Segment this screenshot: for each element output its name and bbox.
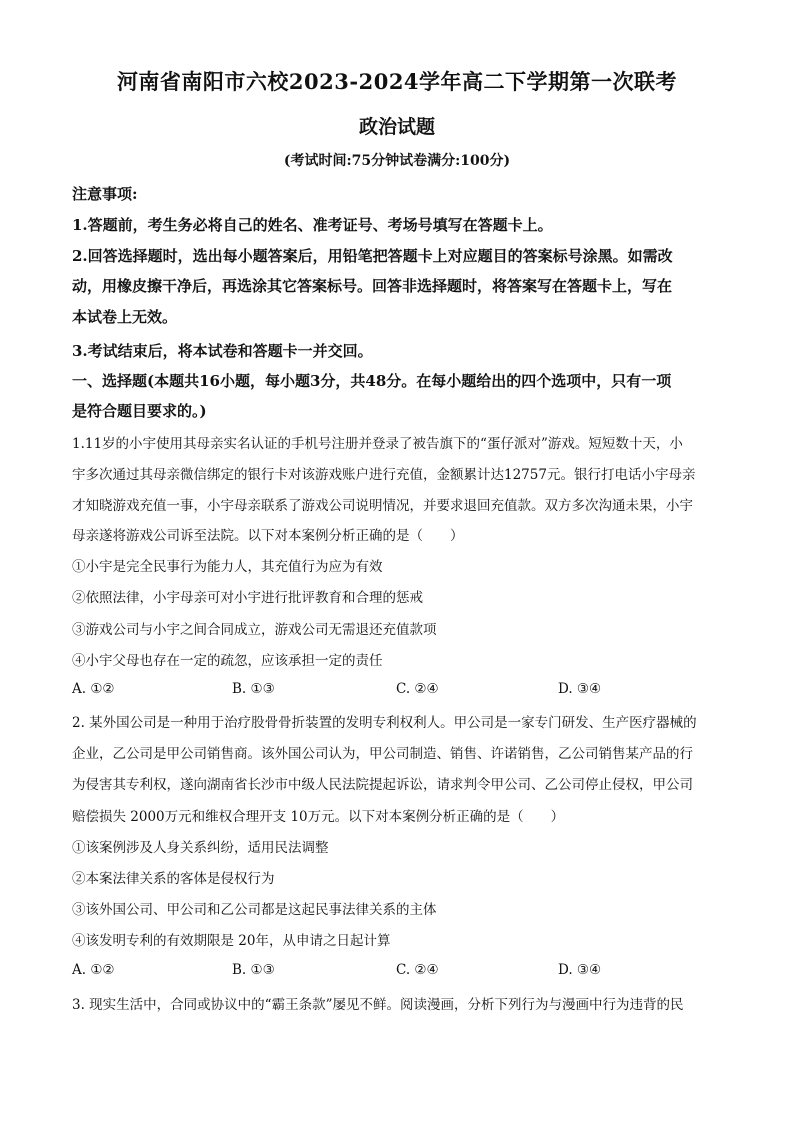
- option-c: C. ②④: [396, 681, 439, 697]
- option-d: D. ③④: [558, 681, 602, 697]
- note-line: 2.回答选择题时，选出每小题答案后，用铅笔把答题卡上对应题目的答案标号涂黑。如需改: [72, 247, 673, 265]
- option-b: B. ①③: [232, 681, 275, 697]
- note-line: 动，用橡皮擦干净后，再选涂其它答案标号。回答非选择题时，将答案写在答题卡上，写在: [72, 277, 673, 295]
- exam-title: 河南省南阳市六校2023-2024学年高二下学期第一次联考: [116, 69, 678, 94]
- section-heading: 是符合题目要求的。): [72, 402, 207, 420]
- question-stem-line: 赔偿损失 2000万元和维权合理开支 10万元。以下对本案例分析正确的是（ ）: [72, 809, 565, 825]
- question-statement: ③该外国公司、甲公司和乙公司都是这起民事法律关系的主体: [72, 902, 437, 918]
- option-a: A. ①②: [72, 962, 115, 978]
- option-a: A. ①②: [72, 681, 115, 697]
- exam-subject: 政治试题: [358, 116, 435, 138]
- question-stem-line: 2. 某外国公司是一种用于治疗股骨骨折装置的发明专利权利人。甲公司是一家专门研发、生产医疗器械的: [72, 715, 697, 731]
- question-stem-line: 母亲遂将游戏公司诉至法院。以下对本案例分析正确的是（ ）: [72, 528, 464, 544]
- option-d: D. ③④: [558, 962, 602, 978]
- question-stem-line: 为侵害其专利权，遂向湖南省长沙市中级人民法院提起诉讼，请求判令甲公司、乙公司停止侵权，甲公司: [72, 777, 693, 793]
- option-c: C. ②④: [396, 962, 439, 978]
- option-b: B. ①③: [232, 962, 275, 978]
- question-stem-line: 才知晓游戏充值一事，小宇母亲联系了游戏公司说明情况，并要求退回充值款。双方多次沟通未果，小宇: [72, 498, 693, 514]
- question-statement: ③游戏公司与小宇之间合同成立，游戏公司无需退还充值款项: [72, 622, 437, 638]
- question-statement: ②依照法律，小宇母亲可对小宇进行批评教育和合理的惩戒: [72, 590, 423, 606]
- question-statement: ①该案例涉及人身关系纠纷，适用民法调整: [72, 840, 329, 856]
- section-heading: 一、选择题(本题共16小题，每小题3分，共48分。在每小题给出的四个选项中，只有一项: [72, 372, 672, 390]
- question-stem-line: 宇多次通过其母亲微信绑定的银行卡对该游戏账户进行充值，金额累计达12757元。银行打电话小宇母亲: [72, 467, 696, 483]
- question-statement: ④该发明专利的有效期限是 20年，从申请之日起计算: [72, 933, 391, 949]
- question-stem-line: 3. 现实生活中，合同或协议中的“霸王条款”屡见不鲜。阅读漫画，分析下列行为与漫画中行为违背的民: [72, 997, 684, 1013]
- notes-heading: 注意事项:: [72, 185, 138, 203]
- question-stem-line: 企业，乙公司是甲公司销售商。该外国公司认为，甲公司制造、销售、许诺销售，乙公司销售某产品的行: [72, 746, 693, 762]
- exam-time-and-score: (考试时间:75分钟试卷满分:100分): [283, 153, 511, 169]
- note-line: 1.答题前，考生务必将自己的姓名、准考证号、考场号填写在答题卡上。: [72, 216, 553, 234]
- note-line: 本试卷上无效。: [72, 308, 178, 326]
- question-statement: ①小宇是完全民事行为能力人，其充值行为应为有效: [72, 559, 383, 575]
- question-statement: ④小宇父母也存在一定的疏忽，应该承担一定的责任: [72, 653, 383, 669]
- question-stem-line: 1.11岁的小宇使用其母亲实名认证的手机号注册并登录了被告旗下的“蛋仔派对”游戏。短短数十天，小: [72, 436, 683, 452]
- question-statement: ②本案法律关系的客体是侵权行为: [72, 871, 275, 887]
- note-line: 3.考试结束后，将本试卷和答题卡一并交回。: [72, 342, 373, 360]
